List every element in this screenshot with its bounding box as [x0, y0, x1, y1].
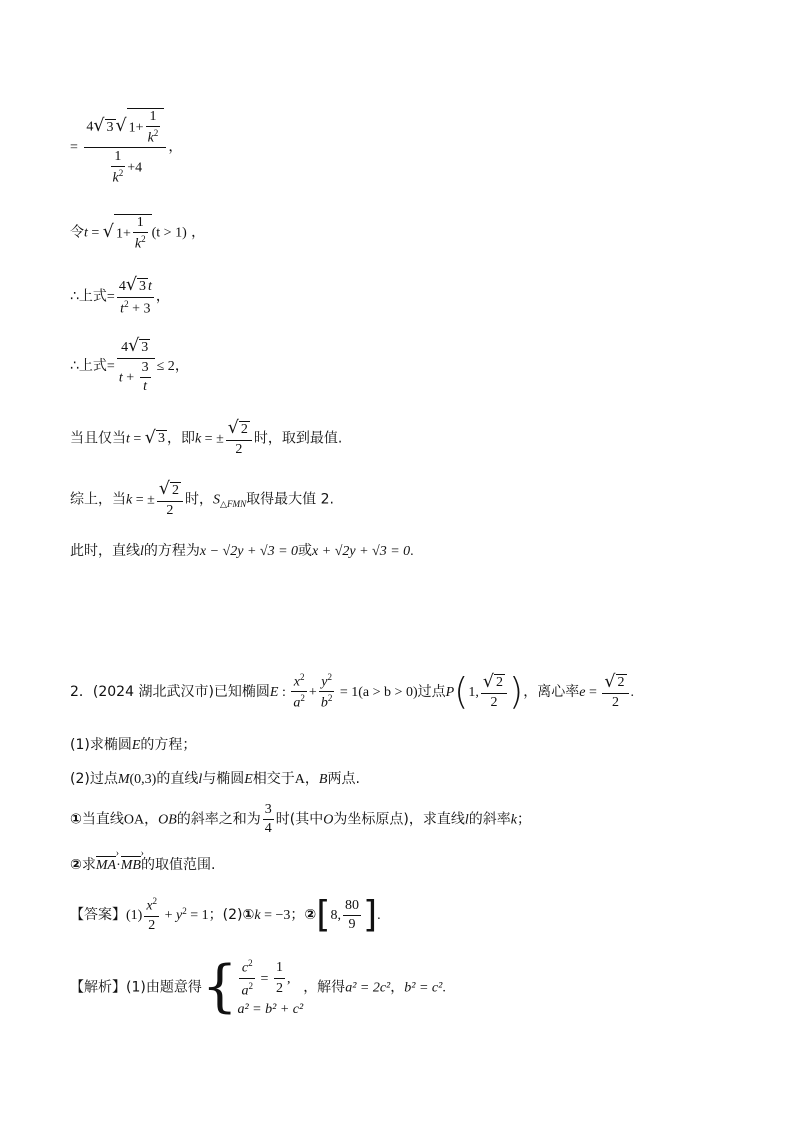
- text: ，解得: [303, 979, 346, 996]
- var-l: l: [464, 812, 469, 828]
- result-1: a² = 2c²: [345, 980, 391, 996]
- var-k: k: [254, 908, 261, 924]
- text: ；: [516, 811, 531, 828]
- fraction: $\frac{3}{4}$: [264, 802, 272, 836]
- text: 的斜率: [468, 811, 511, 828]
- area-sub: △FMN: [219, 499, 247, 510]
- lbrace: {: [201, 954, 238, 1020]
- sqrt-expr: √ 1+ $\frac{1}{k^2}$: [103, 214, 152, 251]
- text: 或: [298, 543, 313, 559]
- therefore-label: ∴上式: [70, 288, 107, 305]
- text: (1): [126, 908, 143, 924]
- comma: ，: [174, 357, 189, 374]
- vector-MA: MA ›: [96, 859, 116, 873]
- var-t: t: [126, 431, 130, 447]
- text: (2)过点: [70, 771, 118, 787]
- fraction: $\frac{4√ 3 t}{t^2 + 3}$: [118, 275, 152, 316]
- var-l: l: [140, 544, 144, 559]
- text: 时，取到最值.: [253, 430, 343, 447]
- line-OA: OA: [123, 812, 145, 828]
- equation-2: x + √2y + √3 = 0: [312, 544, 411, 559]
- rparen: ): [509, 669, 524, 713]
- equation-system: $\frac{c^2}{a^2}$ = $\frac{1}{2}$ , a² = b² + c²: [237, 958, 304, 1017]
- sqrt-expr: √ 1+ $\frac{1}{k^2}$: [116, 108, 165, 145]
- fraction-x: $\frac{x^2}{a^2}$: [293, 672, 305, 711]
- question-2: 2．(2024 湖北武汉市)已知椭圆E : $\frac{x^2}{a^2}$ + $\frac{y^2}{b^2}$ = 1(a > b > 0)过点P(1, $\frac{√ 2}{2}$ )，离心率e = $\frac{√ 2}{2}$ .: [70, 669, 635, 713]
- fraction-y: $\frac{y^2}{b^2}$: [320, 672, 333, 711]
- eq: =: [106, 358, 115, 374]
- pm: = ±: [201, 431, 224, 447]
- text: 此时，直线: [70, 543, 140, 559]
- question-intro: 2．(2024 湖北武汉市)已知椭圆: [70, 683, 270, 700]
- analysis-label: 【解析】: [70, 979, 126, 996]
- k-value: = −3: [260, 908, 291, 924]
- text: 过点: [417, 683, 446, 700]
- eq: = 1: [186, 908, 209, 924]
- circled-1: ①: [70, 811, 82, 828]
- eq: =: [87, 225, 103, 241]
- text: ；: [290, 907, 305, 924]
- coord: (0,3): [129, 772, 157, 787]
- eq-cond: = 1(a > b > 0): [336, 684, 418, 700]
- eq: =: [585, 684, 601, 700]
- coef: 4: [86, 119, 94, 135]
- var-l: l: [198, 772, 203, 787]
- text: 的取值范围.: [140, 857, 216, 873]
- text: 取得最大值 2.: [246, 491, 334, 508]
- text: 8,: [330, 908, 341, 924]
- text-line-6: [70, 481, 334, 518]
- var-y: y: [176, 908, 183, 924]
- condition: (t > 1): [151, 225, 187, 241]
- formula-line-2: [70, 214, 205, 251]
- text-line-5: [70, 420, 342, 457]
- text: 1,: [468, 684, 479, 700]
- point-M: M: [117, 772, 130, 787]
- comma: ，: [168, 138, 183, 155]
- vector-MB: MB ›: [121, 859, 141, 873]
- text: 的方程；: [140, 737, 197, 753]
- fraction: 4√ 3 t + $\frac{3}{t}$: [117, 338, 155, 394]
- fraction: $\frac{80}{9}$: [344, 897, 359, 932]
- text: (1)由题意得: [126, 979, 202, 996]
- point-B: B: [318, 772, 328, 787]
- pm: = ±: [132, 492, 155, 508]
- therefore-label: ∴上式: [70, 357, 107, 374]
- question-2-part-2: [70, 772, 360, 787]
- formula-line-4: [70, 338, 189, 394]
- le-2: ≤ 2: [156, 358, 175, 374]
- point-P: P: [445, 684, 455, 700]
- text: 的方程为: [143, 543, 200, 559]
- line-OB: OB: [158, 812, 177, 828]
- text: 为坐标原点)，求直线: [333, 811, 465, 828]
- var-k: k: [194, 431, 202, 447]
- period: .: [442, 980, 446, 996]
- rbracket: ]: [362, 893, 378, 936]
- period: .: [410, 544, 414, 559]
- equals-sign: =: [70, 139, 78, 155]
- var-e: e: [579, 684, 586, 700]
- circled-2: ②: [304, 907, 317, 924]
- dot: ·: [116, 858, 121, 873]
- var-E: E: [244, 772, 253, 787]
- text: 与椭圆: [202, 771, 245, 787]
- answer-label: 【答案】: [70, 907, 126, 924]
- comma: ，: [390, 979, 405, 996]
- lparen: (: [454, 669, 469, 713]
- text: 相交于: [252, 771, 295, 787]
- text: 求: [81, 857, 96, 873]
- fraction: $\frac{√ 2}{2}$: [481, 674, 507, 711]
- eq: =: [129, 431, 145, 447]
- eq: =: [106, 289, 115, 305]
- area-S: S: [212, 492, 220, 508]
- result-2: b² = c²: [404, 980, 443, 996]
- var-E: E: [269, 684, 279, 700]
- point-A: A: [294, 772, 305, 787]
- text: 当且仅当: [70, 430, 126, 447]
- comma: ，: [186, 224, 206, 241]
- comma: ，: [304, 771, 319, 787]
- text: 时，: [184, 491, 213, 508]
- formula-line-1: [70, 108, 182, 186]
- var-t: t: [84, 225, 88, 241]
- fraction: $\frac{x^2}{2}$: [146, 896, 158, 933]
- fraction: $\frac{√ 2}{2}$: [226, 420, 252, 457]
- text: ，即: [166, 430, 195, 447]
- period: .: [377, 908, 381, 924]
- plus: +: [161, 908, 176, 924]
- lbracket: [: [316, 893, 331, 936]
- colon: :: [278, 684, 290, 700]
- text: 两点.: [327, 771, 360, 787]
- question-2-part-1: [70, 738, 196, 753]
- text: 当直线: [81, 811, 124, 828]
- question-2-sub-2: [70, 858, 215, 873]
- circled-2: ②: [70, 857, 82, 873]
- sqrt-3: √ 3: [144, 427, 165, 448]
- var-E: E: [131, 738, 141, 753]
- fraction: $\frac{√ 2}{2}$: [157, 481, 183, 518]
- formula-line-3: [70, 277, 170, 316]
- exp: 2: [182, 905, 187, 916]
- var-k: k: [510, 812, 517, 828]
- point-O: O: [323, 812, 334, 828]
- text: 的直线: [156, 771, 199, 787]
- var-k: k: [126, 492, 133, 508]
- question-2-sub-1: [70, 803, 531, 836]
- comma: ，: [155, 288, 170, 305]
- circled-1: ①: [242, 907, 255, 924]
- text-line-7: [70, 544, 414, 559]
- text: ；(2): [208, 907, 243, 924]
- text: (1)求椭圆: [70, 737, 132, 753]
- comma: ，: [144, 811, 159, 828]
- fraction: $\frac{√ 2}{2}$: [602, 674, 628, 711]
- sqrt-3: √ 3: [93, 115, 114, 136]
- period: .: [630, 684, 635, 700]
- equation-1: x − √2y + √3 = 0: [199, 544, 299, 559]
- analysis-line: [70, 955, 446, 1020]
- text: ，离心率: [523, 683, 580, 700]
- let-word: 令: [70, 224, 84, 241]
- text: 综上，当: [70, 491, 126, 508]
- text: 时(其中: [275, 811, 324, 828]
- fraction-main: 4√ 3 √ 1+ $\frac{1}{k^2}$ $\frac{1}{k^2}$ +4: [84, 108, 166, 186]
- answer-line: [70, 893, 381, 936]
- text: 的斜率之和为: [176, 811, 261, 828]
